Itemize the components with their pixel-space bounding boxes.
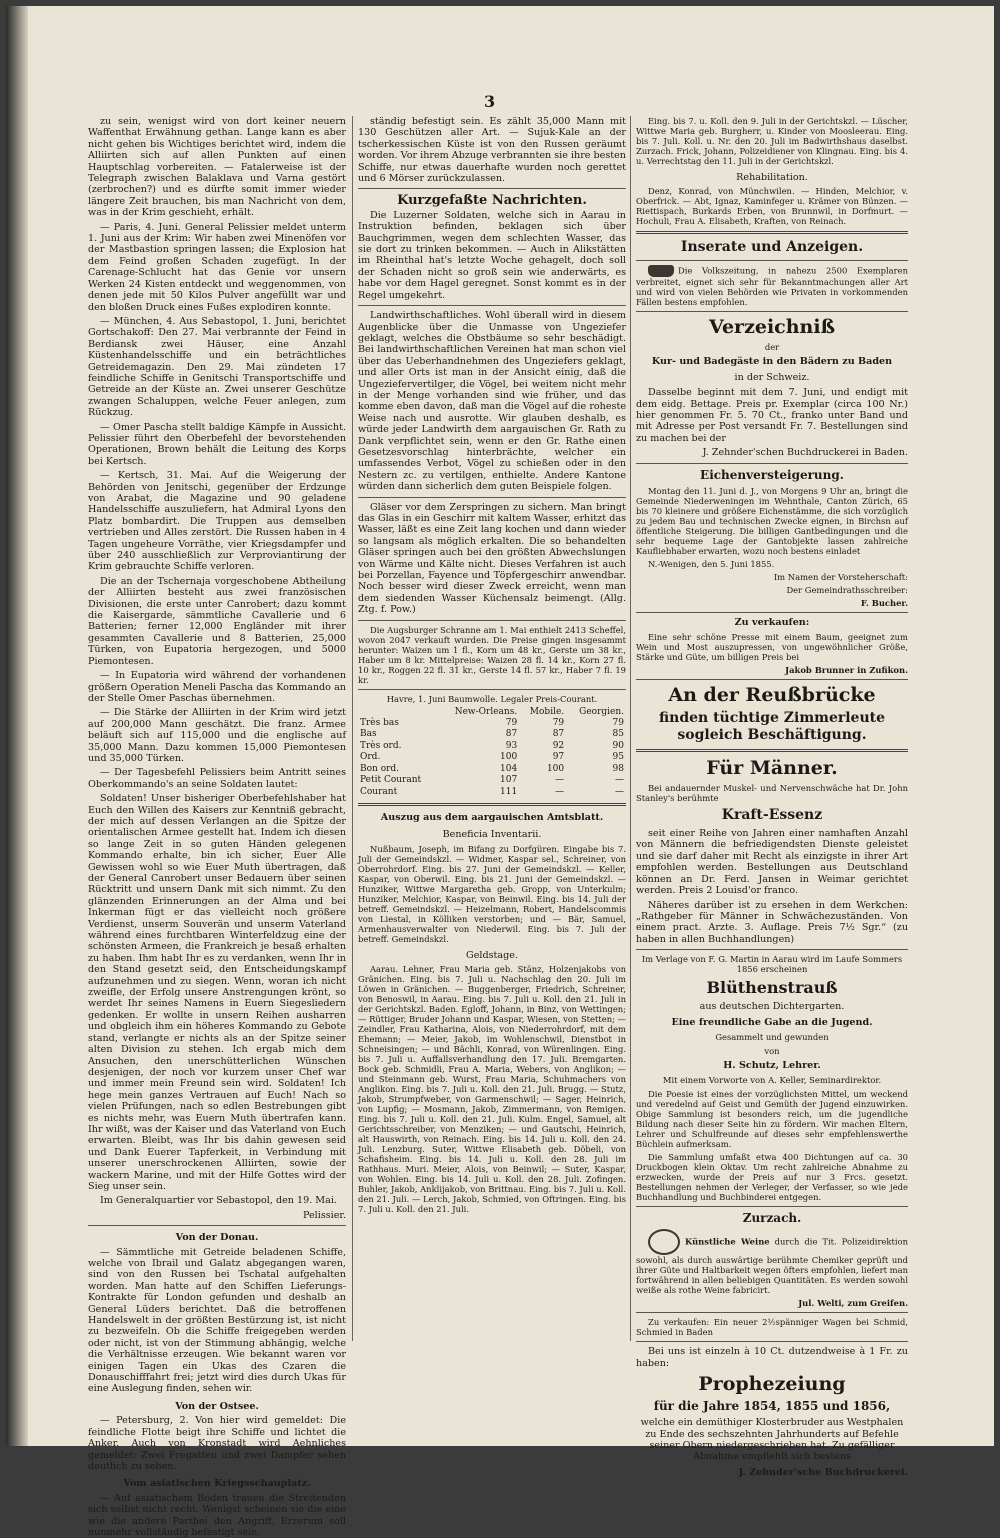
market-cell: 93 <box>505 740 518 751</box>
divider <box>636 463 908 464</box>
market-row <box>358 729 626 740</box>
ad-eichen-sig: Der Gemeindrathsschreiber: <box>786 584 908 595</box>
divider <box>636 612 908 613</box>
divider <box>358 497 626 498</box>
ad-zurzach-title: Zurzach. <box>742 1211 802 1226</box>
column-3 <box>636 116 908 1478</box>
article-omer: — Omer Pascha stellt baldige Kämpfe in Aussicht. Pelissier führt den Oberbefehl der bevorstehenden Operationen, Brown behält die Leitung des Korps bei Kertsch. <box>88 421 346 467</box>
ad-bluethenstrauss-line: Gesammelt und gewunden <box>715 1031 829 1042</box>
ad-prophezeiung-title: Prophezeiung <box>698 1373 846 1396</box>
ad-martin-line: Im Verlage von F. G. Martin in Aarau wird im Laufe Sommers 1856 erscheinen <box>641 954 903 975</box>
heading-asien: Vom asiatischen Kriegsschauplatz. <box>123 1478 311 1490</box>
article-intro: Eing. bis 7. u. Koll. den 9. Juli in der Gerichtskzl. — Lüscher, Wittwe Maria geb. Burgherr, u. Kinder von Moosleerau. Eing. bis 7. Juli. Koll. u. Nr. den 20. Juli im Badwirthshaus daselbst. Zurzach. Frick, Johann, Polizeidiener von Klingnau. Eing. bis 4. u. Verrechtstag den 11. Juli in der Gerichtskzl. <box>636 116 908 166</box>
market-cell: 87 <box>552 729 565 740</box>
divider <box>358 188 626 189</box>
heading-kurzgefasste: Kurzgefaßte Nachrichten. <box>397 193 587 209</box>
market-cell: 95 <box>612 752 624 763</box>
divider <box>636 749 908 752</box>
ad-verkaufen-body: Eine sehr schöne Presse mit einem Baum, geeignet zum Wein und Most auszupressen, von ungewöhnlicher Größe, Stärke und Güte, um billigen Preis bei <box>636 632 908 663</box>
divider <box>358 620 626 621</box>
market-cell: — <box>615 775 624 786</box>
heading-rehabilitation: Rehabilitation. <box>736 172 808 183</box>
market-cell: 79 <box>552 718 565 729</box>
article-kertsch: — Kertsch, 31. Mai. Auf die Weigerung der Behörden von Jenitschi, gegenüber der Erdzunge von Arabat, die Magazine und 90 geladene Handelsschiffe auszuliefern, hat Admiral Lyons den Platz bombardirt. Die Truppen aus demselben vertrieben und Alles zerstört. Die Russen haben in 4 Tagen ungeheure Vorräthe, vier Kriegsdampfer und über 240 ausschließlich zur Verproviantirung der Krim gebrauchte Schiffe verloren. <box>88 470 346 573</box>
market-cell: Bon ord. <box>360 763 400 774</box>
market-cell: 85 <box>612 729 624 740</box>
market-row <box>358 752 626 763</box>
ad-prophezeiung-line: Bei uns ist einzeln à 10 Ct. dutzendweise à 1 Fr. zu haben: <box>636 1346 908 1369</box>
article-paris: — Paris, 4. Juni. General Pelissier meldet unterm 1. Juni aus der Krim: Wir haben zwei Minenöfen vor der Mastbastion springen lassen; die Explosion hat dem Feind großen Schaden zugefügt. In der Carenage-Schlucht hat das Genie vor unsern Werken 24 Kisten entdeckt und weggenommen, von denen jede mit 50 Kilos Pulver angefüllt war und den bloßen Druck eines Fußes explodiren konnte. <box>88 221 346 313</box>
article-asien: — Auf asiatischem Boden trauen die Streitenden sich selbst nicht recht. Wenigst scheinen sie die eine wie die andere Parthei den Angriff. Erzerum soll nunmehr vollständig befestigt sein. <box>88 1492 346 1538</box>
article-tagesbefehl: — Der Tagesbefehl Pelissiers beim Antritt seines Oberkommando's an seine Soldaten lautet: <box>88 767 346 790</box>
column-divider <box>630 116 631 1341</box>
heading-ostsee: Von der Ostsee. <box>175 1400 259 1412</box>
ad-verkaufen-title: Zu verkaufen: <box>734 616 810 628</box>
market-cell: 79 <box>505 718 518 729</box>
market-cell: 90 <box>612 740 624 751</box>
article-intro: ständig befestigt sein. Es zählt 35,000 Mann mit 130 Geschützen aller Art. — Sujuk-Kale an der tscherkessischen Küste ist von den Russen geräumt worden. Vor ihrem Abzuge verbrannten sie ihre besten Schiffe, nur etwas dauerhafte wurden noch gerettet und 6 Mörser zurückzulassen. <box>358 116 626 185</box>
divider <box>636 949 908 950</box>
ad-bluethenstrauss-line: H. Schutz, Lehrer. <box>723 1059 821 1071</box>
market-row <box>358 775 626 786</box>
article-soldaten: Soldaten! Unser bisheriger Oberbefehlshaber hat Euch den Willen des Kaisers zur Kenntniß gebracht, der mich auf dessen Verlangen an die Spitze der orientalischen Armee gestellt hat. Indem ich diesen so lange Zeit in so guten Händen gelegenen Kommando erhalte, bin ich sicher, Euer Alle Gewissen wohl so wie Euer Muth übertragen, daß der General Canrobert unser Bedauern über seinen Rücktritt und unsern Dank mit sich nimmt. Zu den glänzenden Erinnerungen an der Alma und bei Inkerman fügt er das vielleicht noch größere Verdienst, unserm Souverän und unserm Vaterland während eines furchtbaren Winterfeldzug eine der schönsten Armeen, die Frankreich je besaß erhalten zu haben. Ihm habt Ihr es zu verdanken, wenn Ihr in den Stand gesetzt seid, den Entscheidungskampf aufzunehmen und zu siegen. Wenn, woran ich nicht zweifle, der Erfolg unsere Anstrengungen krönt, so werdet Ihr seines Namens in Euern Siegesliedern gedenken. Er wollte in unsern Reihen ausharren und obgleich ihm ein höheres Kommando zu Gebote stand, verlangte er nichts als an der Spitze seiner alten Division zu stehen. Ich ergab mich dem Ansuchen, den unerschütterlichen Wünschen desjenigen, der noch vor kurzem unser Chef war und immer mein Freund sein wird. Soldaten! Ich hege mein ganzes Vertrauen auf Euch! Nach so vielen Prüfungen, nach so edlen Bestrebungen gibt es nichts mehr, was Euern Muth übertrafen kann. Ihr wißt, was der Kaiser und das Vaterland von Euch erwarten. Bleibt, was Ihr bis dahin gewesen seid und Dank Euerer Tapferkeit, in Verbindung mit unserer unerschrockenen Alliirten, sowie der wackern Marine, und mit der Hilfe Gottes wird der Sieg unser sein. <box>88 793 346 1192</box>
column-divider <box>352 116 353 1341</box>
ad-zurzach <box>636 1229 908 1295</box>
heading-geldstage: Geldstage. <box>466 949 518 961</box>
market-cell: Bas <box>360 729 377 740</box>
column-1 <box>88 116 346 1538</box>
ad-bluethenstrauss-line: Eine freundliche Gabe an die Jugend. <box>671 1016 873 1028</box>
divider <box>636 1206 908 1207</box>
market-cell: 97 <box>552 752 565 763</box>
article-staerke: — Die Stärke der Alliirten in der Krim wird jetzt auf 200,000 Mann geschätzt. Die franz. Armee beläuft sich auf 115,000 und die englische auf 35,000 Mann. Dazu kommen 15,000 Piemontesen und 35,000 Türken. <box>88 707 346 764</box>
ad-prophezeiung-sig: J. Zehnder'sche Buchdruckerei. <box>738 1466 908 1478</box>
article-tschernaja: Die an der Tschernaja vorgeschobene Abtheilung der Alliirten besteht aus zwei französischen Divisionen, die erste unter Canrobert; dazu kommt die Kaisergarde, sämmtliche Cavallerie und 6 Batterien; ferner 12,000 Engländer mit ihrer gesammten Cavallerie und 8 Batterien, 25,000 Türken, von Eupatoria hergezogen, und 5000 Piemontesen. <box>88 575 346 667</box>
ad-zurzach-body: durch die Tit. Polizeidirektion sowohl, als durch auswärtige berühmte Chemiker geprüft und ihrer Güte und Haltbarkeit wegen öfters empfohlen, liefert man fortwährend in allen beliebigen Quantitäten. Es werden sowohl weiße als rothe Weine fabricirt. <box>636 1236 908 1296</box>
ad-eichen-date: N.-Wenigen, den 5. Juni 1855. <box>648 558 775 569</box>
ad-reuss-title: An der Reußbrücke <box>668 684 876 707</box>
market-cell: 79 <box>612 718 624 729</box>
divider <box>636 679 908 680</box>
market-header: Georgien. <box>579 706 624 717</box>
ad-verzeichnis-line: Kur- und Badegäste in den Bädern zu Baden <box>651 356 893 368</box>
heading-beneficium: Beneficia Inventarii. <box>442 829 542 841</box>
heading-inserate: Inserate und Anzeigen. <box>680 239 864 256</box>
article-generalquartier: Im Generalquartier vor Sebastopol, den 19. Mai. <box>100 1195 337 1207</box>
market-row <box>358 741 626 752</box>
article-ostsee: — Petersburg, 2. Von hier wird gemeldet: Die feindliche Flotte beigt ihre Schiffe und lichtet die Anker. Auch von Kronstadt wird Aehnliches gemeldet: Zwei Fregatten und zwei Dampfer sehen deutlich zu sehen. <box>88 1415 346 1472</box>
market-cell: Ord. <box>360 752 381 763</box>
divider <box>636 1312 908 1313</box>
market-cell: Très ord. <box>360 740 402 751</box>
ad-prophezeiung-body: welche ein demüthiger Klosterbruder aus Westphalen zu Ende des sechszehnten Jahrhunderts auf Befehle seiner Obern niedergeschrieben hat. Zu gefälliger Abnahme empfiehlt sich bestens <box>640 1417 904 1463</box>
market-table <box>358 707 626 798</box>
market-header <box>358 707 438 718</box>
divider <box>636 1341 908 1342</box>
ad-eichen-sig: Im Namen der Vorsteherschaft: <box>773 571 908 582</box>
ad-bluethenstrauss-body: Die Sammlung umfaßt etwa 400 Dichtungen auf ca. 30 Druckbogen klein Oktav. Um recht zahlreiche Abnahme zu erzwecken, wurde der Preis auf nur 3 Frcs. gesetzt. Bestellungen nehmen der Verleger, der Verfasser, so wie jede Buchhandlung und Buchbinderei entgegen. <box>636 1152 908 1203</box>
ad-zurzach-sub: Künstliche Weine <box>684 1236 770 1247</box>
ad-verzeichnis-title: Verzeichniß <box>708 316 836 339</box>
market-cell: 107 <box>500 775 518 786</box>
divider <box>358 689 626 690</box>
wine-barrel-icon <box>648 1229 680 1255</box>
divider <box>358 803 626 806</box>
article-beneficium: Nußbaum, Joseph, im Bifang zu Dorfgüren. Eingabe bis 7. Juli der Gemeindskzl. — Widmer, Kaspar sel., Schreiner, von Oberrohrdorf. Eing. bis 27. Juni der Gemeindskzl. — Keller, Kaspar, von Oberwil. Eing. bis 21. Juni der Gemeindskzl. — Hunziker, Wittwe Margaretha geb. Gropp, von Unterkulm; Hunziker, Melchior, Kaspar, von Beinwil. Eing. bis 14. Juli der betreff. Gemeindskzl. — Heizelmann, Robert, Handelscommis von Liestal, in Kölliken verstorben; und — Bär, Samuel, Armenhausverwalter von Niederwil. Eing. bis 7. Juli der betreff. Gemeindskzl. <box>358 843 626 944</box>
page-binding-edge <box>6 6 28 1446</box>
ship-icon <box>648 265 674 277</box>
article-signature: Pelissier. <box>302 1209 346 1221</box>
market-row <box>358 718 626 729</box>
divider <box>636 231 908 234</box>
market-cell: 87 <box>505 729 518 740</box>
article-donau: — Sämmtliche mit Getreide beladenen Schiffe, welche von Ibrail und Galatz abgegangen waren, sind von den Russen bei Tschatal aufgehalten worden. Man hatte auf den Schiffen Lieferungs-Kontrakte für London gefunden und deshalb an General Lüders berichtet. Daß die betroffenen Handelswelt in der größten Bestürzung ist, ist nicht zu bezweifeln. Ob die Schiffe freigegeben werden oder nicht, ist von der Stimmung abhängig, welche die Verhältnisse erzeugen. Wie bekannt waren vor einigen Tagen ein Ukas des Czaren die Donauschifffahrt frei; jetzt wird dies durch Ukas für eine Auslegung finden, sehen wir. <box>88 1246 346 1395</box>
ad-bluethenstrauss-line: aus deutschen Dichtergarten. <box>699 1001 845 1013</box>
market-header: Mobile. <box>529 706 565 717</box>
market-row <box>358 787 626 798</box>
ad-wagen: Zu verkaufen: Ein neuer 2½spänniger Wagen bei Schmid, Schmied in Baden <box>636 1317 908 1338</box>
column-2 <box>358 116 626 1340</box>
market-cell: 100 <box>500 752 518 763</box>
ad-eichen-sig: F. Bucher. <box>860 597 908 608</box>
market-cell: 92 <box>552 740 565 751</box>
divider <box>88 1225 346 1226</box>
article-eupatoria: — In Eupatoria wird während der vorhandenen größern Operation Meneli Pascha das Kommando an der Stelle Omer Paschas übernehmen. <box>88 670 346 704</box>
market-cell: Courant <box>360 786 398 797</box>
heading-donau: Von der Donau. <box>175 1232 259 1244</box>
market-row <box>358 764 626 775</box>
ad-bluethenstrauss-body: Die Poesie ist eines der vorzüglichsten Mittel, um weckend und veredelnd auf Geist und Gemüth der Jugend einzuwirken. Obige Sammlung ist besonders reich, um die jugendliche Bildung nach dieser Seite hin zu fördern. Wir machen Eltern, Lehrer und Schulfreunde auf dieses sehr empfehlenswerthe Büchlein aufmerksam. <box>636 1089 908 1150</box>
market-title: Havre, 1. Juni Baumwolle. Legaler Preis-Courant. <box>386 693 598 704</box>
ad-maenner-title: Für Männer. <box>706 757 838 780</box>
market-cell: — <box>615 786 624 797</box>
article-kurz: Die Luzerner Soldaten, welche sich in Aarau in Instruktion befinden, beklagen sich über Bauchgrimmen, wegen dem schlechten Wasser, das sie dort zu trinken bekommen. — Auch in Alikstätten im Rheinthal hat's letzte Woche gehagelt, doch soll der Schaden nicht so groß sein wie anderwärts, es habe vor dem Hagel geregnet. Sonst kommt es in der Regel umgekehrt. <box>358 209 626 301</box>
ad-bluethenstrauss-line: von <box>764 1045 780 1056</box>
market-cell: 100 <box>546 763 565 774</box>
heading-amtsblatt: Auszug aus dem aargauischen Amtsblatt. <box>380 811 604 823</box>
ad-eichen-title: Eichenversteigerung. <box>700 467 844 482</box>
article-rehabilitation: Denz, Konrad, von Münchwilen. — Hinden, Melchior, v. Oberfrick. — Abt, Ignaz, Kaminfeger u. Krämer von Bünzen. — Riettispach, Burkards Erben, von Brunnwil, in Dorfmurt. — Hochuli, Frau A. Elisabeth, Kraften, von Reinach. <box>636 186 908 227</box>
article-geldstage: Aarau. Lehner, Frau Maria geb. Stänz, Holzenjakobs von Gränichen. Eing. bis 7. Juli u. Nachschlag den 20. Juli im Löwen in Gränichen. — Buggenberger, Friedrich, Schreiner, von Benoswil, in Aarau. Eing. bis 7. Juli u. Koll. den 21. Juli in der Gerichtskzl. Baden. Egloff, Johann, in Binz, von Wettingen; — Rüttiger, Bruder Johann und Kaspar, Wiesen, von Stetten; — Zeindler, Frau Katharina, Alois, von Niederrohrdorf, mit dem Ehemann; — Meier, Jakob, im Wohlenschwil, Dienstbot in Schneisingen; — und Bächli, Konrad, von Würenlingen. Eing. bis 7. Juli u. Auffallsverhandlung den 17. Juli. Bremgarten. Bock geb. Schmidli, Frau A. Maria, Webers, von Anglikon; — und Steinmann geb. Wurst, Frau Maria, Schuhmachers von Anglikon. Eing. bis 7. Juli u. Koll. den 21. Juli. Brugg. — Stutz, Jakob, Strumpfweber, von Garmenschwil; — Sager, Heinrich, von Lupfig; — Mosmann, Jakob, Zimmermann, von Remigen. Eing. bis 7. Juli u. Koll. den 21. Juli. Kulm. Engel, Samuel, alt Gerichtsschreiber, von Menziken; — und Gautschi, Heinrich, alt Hauswirth, von Reinach. Eing. bis 14. Juli u. Koll. den 24. Juli. Lenzburg. Suter, Wittwe Elisabeth geb. Döbeli, von Schafisheim. Eing. bis 14. Juli u. Koll. den 28. Juli im Rathhaus. Muri. Meier, Alois, von Beinwil; — Suter, Kaspar, von Wohlen. Eing. bis 14. Juli u. Koll. den 28. Juli. Zofingen. Buhler, Jakob, Anklijakob, von Brittnau. Eing. bis 7. Juli u. Koll. den 21. Juli. — Lerch, Jakob, Schmied, von Oftringen. Eing. bis 7. Juli u. Koll. den 21. Juli. <box>358 964 627 1215</box>
ad-maenner-kraft: Kraft-Essenz <box>721 807 823 824</box>
ad-prophezeiung-years: für die Jahre 1854, 1855 und 1856, <box>653 1399 891 1414</box>
ad-volkszeitung <box>636 265 908 307</box>
ad-verzeichnis-line: in der Schweiz. <box>734 371 810 383</box>
market-cell: Petit Courant <box>360 775 422 786</box>
divider <box>636 311 908 312</box>
market-cell: 104 <box>500 763 518 774</box>
article-landwirthschaft: Landwirthschaftliches. Wohl überall wird in diesem Augenblicke über die Unmasse von Ungeziefer geklagt, welches die Obstbäume so sehr beschädigt. Bei landwirthschaftlichen Vereinen hat man schon viel über das Ueberhandnehmen des Ungeziefers geklagt, und aller Orts ist man in der Ansicht einig, daß die Ungeziefervertilger, die Vögel, bei weitem nicht mehr in der Menge vorhanden sind wie früher, und das komme eben davon, daß man die Vögel auf die roheste Weise nach und ausrotte. Wir glauben deshalb, es würde jeder Landwirth dem aargauischen Gr. Rath zu Dank verpflichtet sein, wenn er den Gr. Rathe einen Gesetzesvorschlag hinterbrächte, welcher ein umfassendes Verbot, Vögel zu schießen oder in den Nestern zc. zu vertilgen, enthielte. Andere Kantone würden dann sicherlich dem guten Beispiele folgen. <box>358 310 626 493</box>
article-schranne: Die Augsburger Schranne am 1. Mai enthielt 2413 Scheffel, wovon 2047 verkauft wurden. Die Preise gingen insgesammt herunter: Waizen um 1 fl., Korn um 48 kr., Gerste um 38 kr., Haber um 8 kr. Mittelpreise: Waizen 28 fl. 14 kr., Korn 27 fl. 10 kr., Roggen 22 fl. 31 kr., Gerste 14 fl. 57 kr., Haber 7 fl. 19 kr. <box>358 624 626 685</box>
ad-verkaufen-sig: Jakob Brunner in Zufikon. <box>785 665 908 676</box>
divider <box>636 260 908 261</box>
newspaper-page <box>6 6 994 1538</box>
ad-maenner-werk: Näheres darüber ist zu ersehen in dem Werkchen: „Rathgeber für Männer in Schwächezuständen. Von einem pract. Arzte. 3. Auflage. Preis 7½ Sgr.“ (zu haben in allen Buchhandlungen) <box>636 899 908 945</box>
article-muenchen: — München, 4. Aus Sebastopol, 1. Juni, berichtet Gortschakoff: Den 27. Mai verbrannte der Feind in Berdiansk zwei Häuser, eine Anzahl Küstenhandelsschiffe und ein beträchtliches Getreidemagazin. Den 29. Mai zündeten 17 feindliche Schiffe in Genitschi Transportschiffe und Getreide an der Küste an. Zwei unserer Geschütze zwangen Schaluppen, welche Feuer anlegen, zum Rückzug. <box>88 315 346 419</box>
ad-eichen-body: Montag den 11. Juni d. J., von Morgens 9 Uhr an, bringt die Gemeinde Niederweningen im Wehnthale, Canton Zürich, 65 bis 70 kleinere und größere Eichenstämme, die sich vorzüglich zu jedem Bau und technischen Zwecke eignen, in Birchsn auf öffentliche Steigerung. Die billigen Gantbedingungen und die sehr bequeme Lage der Gantobjekte lassen zahlreiche Kaufliebhaber erwarten, wozu noch bestens einladet <box>636 485 908 556</box>
article-intro: zu sein, wenigst wird von dort keiner neuern Waffenthat Erwähnung gethan. Lange kann es aber nicht gehen bis Wichtiges berichtet wird, indem die Alliirten sich auf allen Punkten auf einen Hauptschlag vorbereiten. — Fatalerweise ist der Telegraph zwischen Balaklava und Varna gestört (zerbrochen?) und es dürfte somit immer wieder längere Zeit brauchen, bis man Nachricht von dem, was in der Krim geschieht, erhält. <box>88 116 346 219</box>
ad-verzeichnis-line: der <box>764 342 780 353</box>
market-cell: — <box>555 775 565 786</box>
ad-volkszeitung-text: Die Volkszeitung, in nahezu 2500 Exemplaren verbreitet, eignet sich sehr für Bekanntmachungen aller Art und wird von vielen Behörden wie Privaten in vorkommenden Fällen bestens empfohlen. <box>636 265 908 308</box>
ad-verzeichnis-body: Dasselbe beginnt mit dem 7. Juni, und endigt mit dem eidg. Bettage. Preis pr. Exemplar (circa 100 Nr.) hier genommen Fr. 5. 70 Ct., franko unter Band und mit Adresse per Post versandt Fr. 7. Bestellungen sind zu machen bei der <box>636 387 908 444</box>
market-header-row <box>358 707 626 718</box>
market-cell: 98 <box>612 763 624 774</box>
market-cell: Très bas <box>360 718 399 729</box>
ad-zurzach-sig: Jul. Welti, zum Greifen. <box>798 1298 908 1309</box>
ad-maenner-line: Bei andauernder Muskel- und Nervenschwäche hat Dr. John Stanley's berühmte <box>636 783 908 804</box>
page-number: 3 <box>484 92 496 111</box>
market-cell: — <box>555 786 565 797</box>
ad-verzeichnis-signature: J. Zehnder'schen Buchdruckerei in Baden. <box>702 447 908 459</box>
divider <box>358 305 626 306</box>
ad-bluethenstrauss-title: Blüthenstrauß <box>706 978 838 998</box>
ad-bluethenstrauss-line: Mit einem Vorworte von A. Keller, Seminardirektor. <box>662 1075 882 1086</box>
ad-reuss-body: finden tüchtige Zimmerleute sogleich Beschäftigung. <box>658 710 886 744</box>
market-cell: 111 <box>500 786 518 797</box>
ad-maenner-body: seit einer Reihe von Jahren einer namhaften Anzahl von Männern die befriedigendsten Dienste geleistet und sie darf daher mit Recht als einzigste in ihrer Art empfohlen werden. Bestellungen aus Deutschland können an Dr. Ferd. Jansen in Weimar gerichtet werden. Preis 2 Louisd'or franco. <box>636 828 908 897</box>
market-header: New-Orleans. <box>454 706 518 717</box>
article-glaeser: Gläser vor dem Zerspringen zu sichern. Man bringt das Glas in ein Geschirr mit kaltem Wasser, erhitzt das Wasser, läßt es eine Zeit lang kochen und dann wieder so langsam als möglich erkalten. Die so behandelten Gläser springen auch bei den größten Abwechslungen von Wärme und Kälte nicht. Dieses Verfahren ist auch bei Porzellan, Fayence und Töpfergeschirr anwendbar. Noch besser wird dieser Zweck erreicht, wenn man dem siedenden Wasser Küchensalz beimengt. (Allg. Ztg. f. Pow.) <box>358 501 626 616</box>
